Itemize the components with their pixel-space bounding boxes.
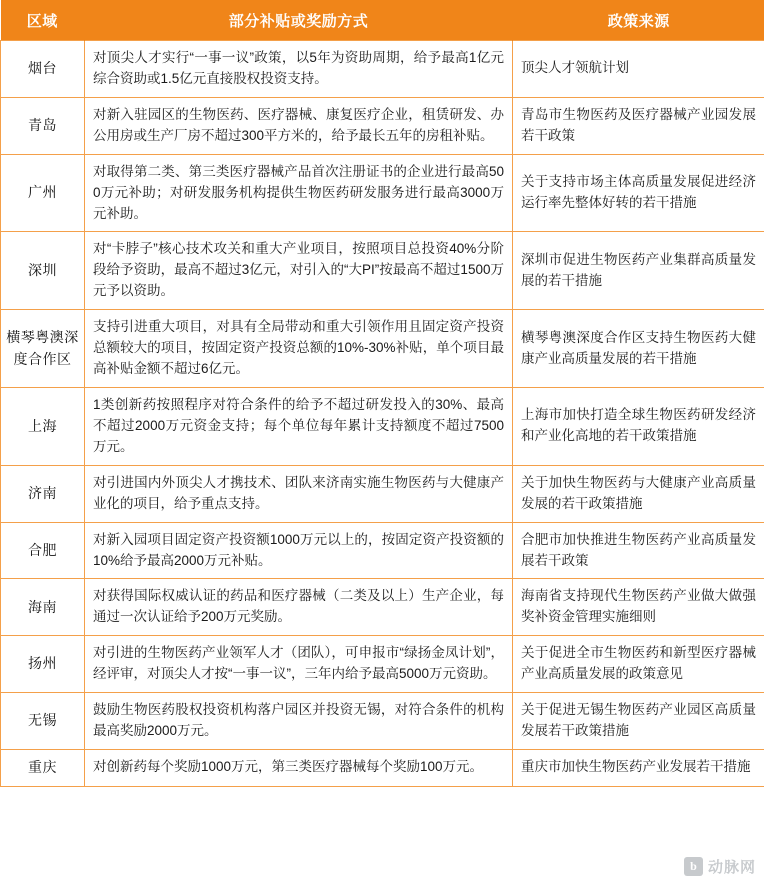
column-header-subsidy: 部分补贴或奖励方式 [85,0,513,41]
table-row [1,522,764,579]
cell-subsidy: 对顶尖人才实行“一事一议”政策，以5年为资助周期，给予最高1亿元综合资助或1.5亿元直接股权投资支持。 [85,41,513,98]
cell-subsidy: 鼓励生物医药股权投资机构落户园区并投资无锡，对符合条件的机构最高奖励2000万元。 [85,693,513,750]
cell-source: 关于支持市场主体高质量发展促进经济运行率先整体好转的若干措施 [513,154,764,232]
cell-region: 上海 [1,387,85,465]
cell-subsidy: 对创新药每个奖励1000万元，第三类医疗器械每个奖励100万元。 [85,749,513,786]
cell-subsidy: 1类创新药按照程序对符合条件的给予不超过研发投入的30%、最高不超过2000万元资金支持；每个单位每年累计支持额度不超过7500万元。 [85,387,513,465]
table-row [1,232,764,310]
cell-subsidy: 对引进国内外顶尖人才携技术、团队来济南实施生物医药与大健康产业化的项目，给予重点支持。 [85,465,513,522]
cell-region: 海南 [1,579,85,636]
cell-source: 顶尖人才领航计划 [513,41,764,98]
cell-subsidy: 对“卡脖子”核心技术攻关和重大产业项目，按照项目总投资40%分阶段给予资助，最高不超过3亿元，对引入的“大PI”按最高不超过1500万元予以资助。 [85,232,513,310]
table-row [1,97,764,154]
cell-region: 广州 [1,154,85,232]
cell-source: 横琴粤澳深度合作区支持生物医药大健康产业高质量发展的若干措施 [513,310,764,388]
table-header [1,0,764,41]
column-header-region: 区域 [1,0,85,41]
cell-region: 合肥 [1,522,85,579]
cell-source: 深圳市促进生物医药产业集群高质量发展的若干措施 [513,232,764,310]
cell-region: 青岛 [1,97,85,154]
table-row [1,310,764,388]
cell-region: 深圳 [1,232,85,310]
cell-source: 合肥市加快推进生物医药产业高质量发展若干政策 [513,522,764,579]
cell-region: 济南 [1,465,85,522]
watermark-logo-icon: b [684,857,703,876]
table-body [1,41,764,787]
table-row [1,636,764,693]
table-row [1,154,764,232]
cell-region: 横琴粤澳深度合作区 [1,310,85,388]
cell-region: 扬州 [1,636,85,693]
cell-source: 海南省支持现代生物医药产业做大做强奖补资金管理实施细则 [513,579,764,636]
table-row [1,749,764,786]
table-row [1,387,764,465]
cell-region: 无锡 [1,693,85,750]
watermark-text: 动脉网 [707,859,756,876]
watermark [684,856,756,877]
cell-source: 上海市加快打造全球生物医药研发经济和产业化高地的若干政策措施 [513,387,764,465]
cell-source: 关于加快生物医药与大健康产业高质量发展的若干政策措施 [513,465,764,522]
cell-region: 烟台 [1,41,85,98]
cell-subsidy: 对引进的生物医药产业领军人才（团队），可申报市“绿扬金凤计划”，经评审，对顶尖人才按“一事一议”，三年内给予最高5000万元资助。 [85,636,513,693]
cell-region: 重庆 [1,749,85,786]
cell-source: 关于促进全市生物医药和新型医疗器械产业高质量发展的政策意见 [513,636,764,693]
table-row [1,579,764,636]
table-row [1,41,764,98]
cell-subsidy: 对取得第二类、第三类医疗器械产品首次注册证书的企业进行最高500万元补助；对研发服务机构提供生物医药研发服务进行最高3000万元补助。 [85,154,513,232]
cell-source: 青岛市生物医药及医疗器械产业园发展若干政策 [513,97,764,154]
cell-subsidy: 对新入园项目固定资产投资额1000万元以上的，按固定资产投资额的10%给予最高2000万元补贴。 [85,522,513,579]
table-row [1,693,764,750]
table-row [1,465,764,522]
cell-source: 重庆市加快生物医药产业发展若干措施 [513,749,764,786]
table-header-row [1,0,764,41]
cell-subsidy: 支持引进重大项目，对具有全局带动和重大引领作用且固定资产投资总额较大的项目，按固定资产投资总额的10%-30%补贴，单个项目最高补贴金额不超过6亿元。 [85,310,513,388]
cell-subsidy: 对新入驻园区的生物医药、医疗器械、康复医疗企业，租赁研发、办公用房或生产厂房不超过300平方米的，给予最长五年的房租补贴。 [85,97,513,154]
column-header-source: 政策来源 [513,0,764,41]
cell-subsidy: 对获得国际权威认证的药品和医疗器械（二类及以上）生产企业，每通过一次认证给予200万元奖励。 [85,579,513,636]
cell-source: 关于促进无锡生物医药产业园区高质量发展若干政策措施 [513,693,764,750]
